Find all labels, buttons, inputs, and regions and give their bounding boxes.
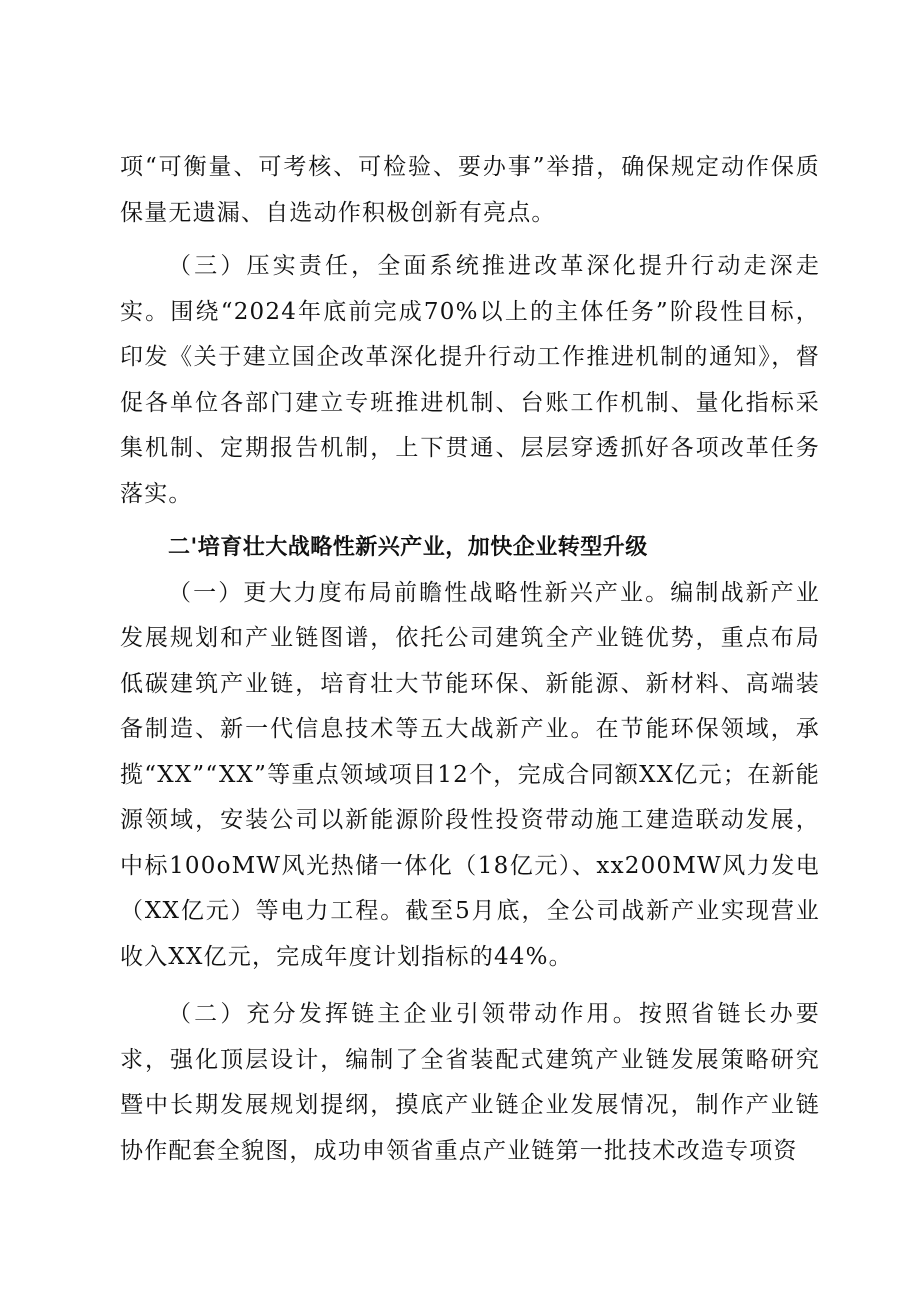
- paragraph-continuation: 项“可衡量、可考核、可检验、要办事”举措，确保规定动作保质保量无遗漏、自选动作积极创新有亮点。: [120, 154, 820, 226]
- paragraph-section-3: （三）压实责任，全面系统推进改革深化提升行动走深走实。围绕“2024年底前完成70%以上的主体任务”阶段性目标，印发《关于建立国企改革深化提升行动工作推进机制的通知》，督促各单位各部门建立专班推进机制、台账工作机制、量化指标采集机制、定期报告机制，上下贯通、层层穿透抓好各项改革任务落实。: [120, 253, 820, 507]
- paragraph-subsection-2: （二）充分发挥链主企业引领带动作用。按照省链长办要求，强化顶层设计，编制了全省装配式建筑产业链发展策略研究暨中长期发展规划提纲，摸底产业链企业发展情况，制作产业链协作配套全貌图，成功申领省重点产业链第一批技术改造专项资: [120, 1001, 820, 1164]
- document-body: [120, 145, 820, 1174]
- section-heading-2: 二'培育壮大战略性新兴产业，加快企业转型升级: [168, 535, 648, 560]
- paragraph-subsection-1: （一）更大力度布局前瞻性战略性新兴产业。编制战新产业发展规划和产业链图谱，依托公司建筑全产业链优势，重点布局低碳建筑产业链，培育壮大节能环保、新能源、新材料、高端装备制造、新一代信息技术等五大战新产业。在节能环保领域，承揽“XX”“XX”等重点领域项目12个，完成合同额XX亿元；在新能源领域，安装公司以新能源阶段性投资带动施工建造联动发展，中标100oMW风光热储一体化（18亿元）、xx200MW风力发电（XX亿元）等电力工程。截至5月底，全公司战新产业实现营业收入XX亿元，完成年度计划指标的44%。: [120, 579, 820, 970]
